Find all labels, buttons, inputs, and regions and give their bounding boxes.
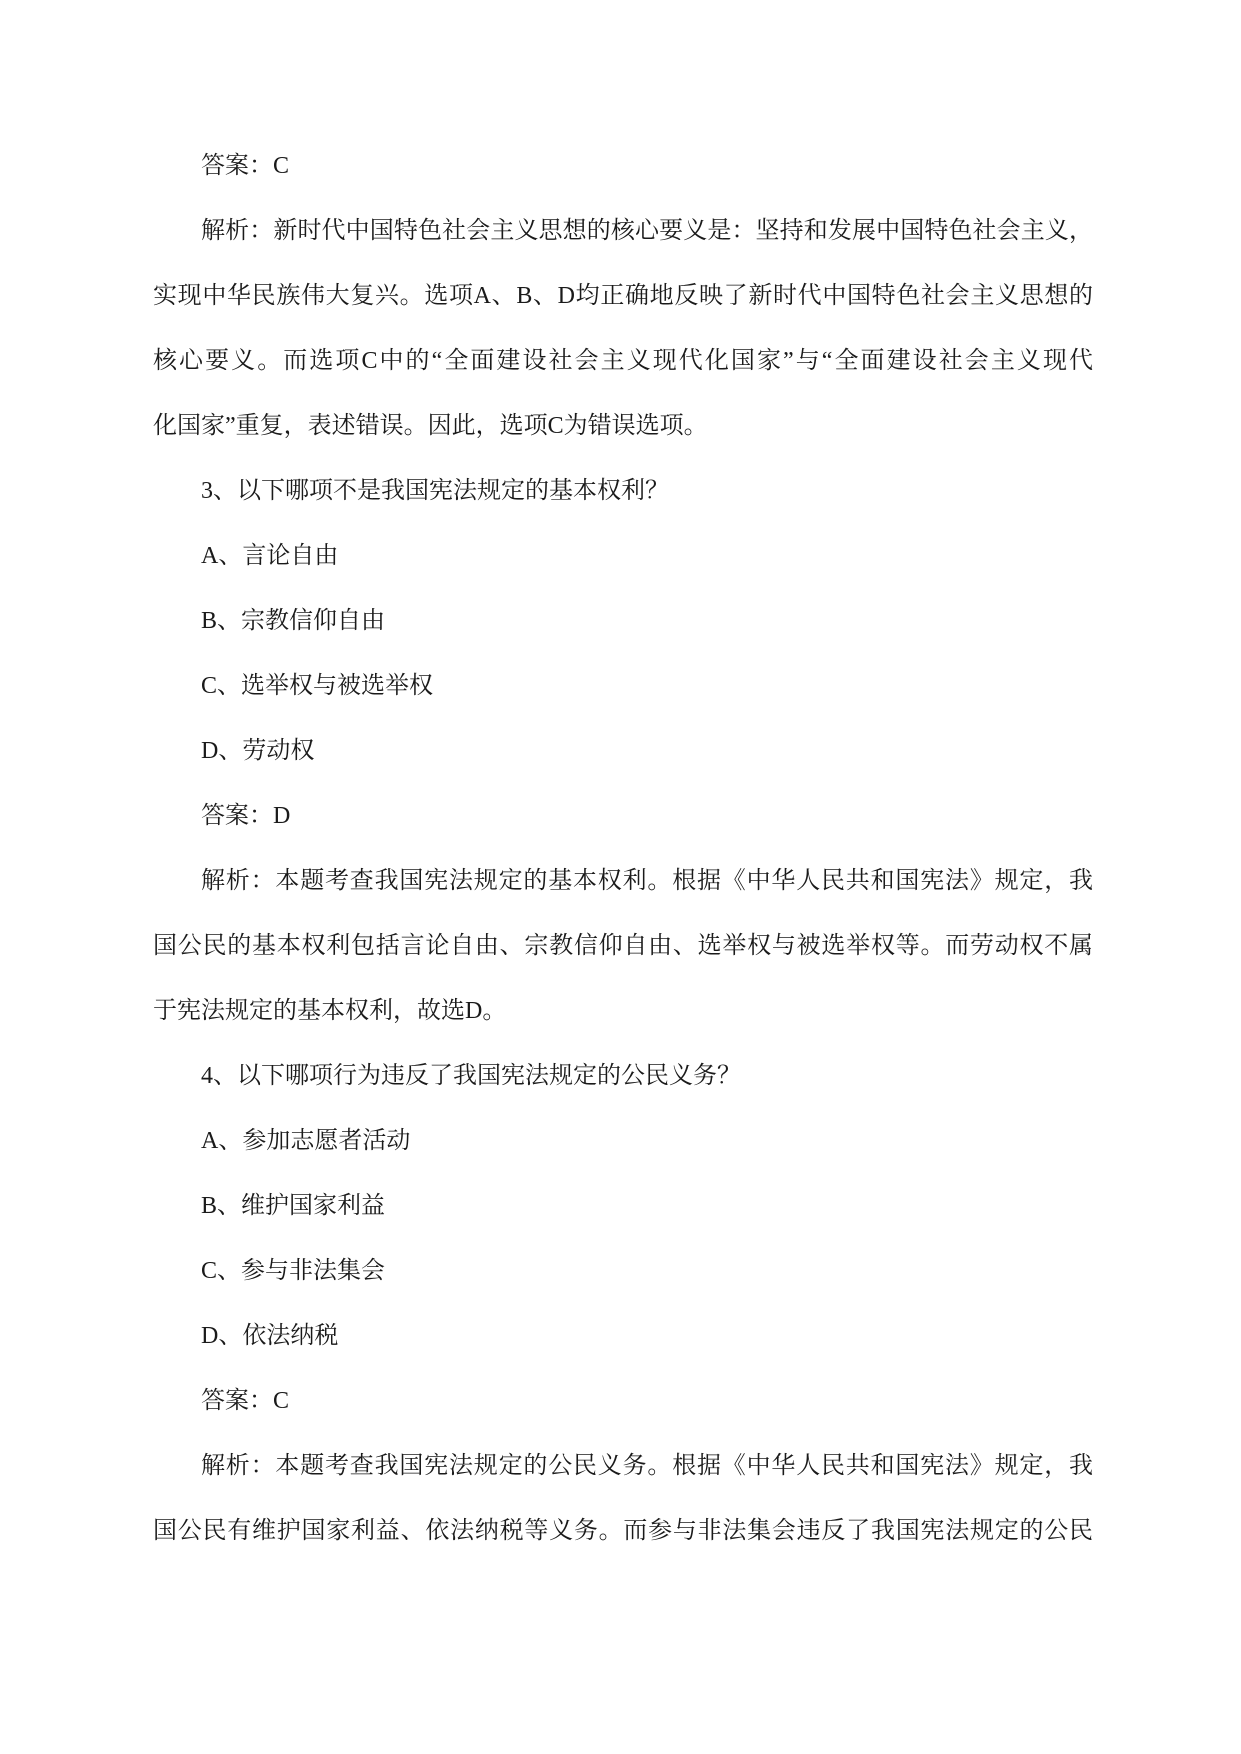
q3-option-b: B、宗教信仰自由 — [201, 608, 386, 634]
q4-analysis-line: 解析：本题考查我国宪法规定的公民义务。根据《中华人民共和国宪法》规定，我 — [201, 1453, 1093, 1479]
q3-option-d: D、劳动权 — [201, 738, 315, 764]
q4-question: 4、以下哪项行为违反了我国宪法规定的公民义务？ — [201, 1063, 741, 1089]
document-body — [153, 134, 1093, 1564]
q4-analysis-line: 国公民有维护国家利益、依法纳税等义务。而参与非法集会违反了我国宪法规定的公民 — [153, 1518, 1093, 1544]
q3-option-a: A、言论自由 — [201, 543, 339, 569]
question-3 — [153, 459, 1093, 1044]
q3-answer: 答案：D — [201, 803, 291, 829]
q3-analysis-line: 国公民的基本权利包括言论自由、宗教信仰自由、选举权与被选举权等。而劳动权不属 — [153, 933, 1093, 959]
q4-option-b: B、维护国家利益 — [201, 1193, 386, 1219]
q2-analysis-line: 实现中华民族伟大复兴。选项A、B、D均正确地反映了新时代中国特色社会主义思想的 — [153, 283, 1093, 309]
q2-analysis-line: 化国家”重复，表述错误。因此，选项C为错误选项。 — [153, 413, 708, 439]
q4-answer: 答案：C — [201, 1388, 290, 1414]
q3-analysis-line: 解析：本题考查我国宪法规定的基本权利。根据《中华人民共和国宪法》规定，我 — [201, 868, 1093, 894]
q2-analysis-line: 解析：新时代中国特色社会主义思想的核心要义是：坚持和发展中国特色社会主义， — [201, 218, 1093, 244]
q4-option-a: A、参加志愿者活动 — [201, 1128, 411, 1154]
q2-analysis-line: 核心要义。而选项C中的“全面建设社会主义现代化国家”与“全面建设社会主义现代 — [153, 348, 1093, 374]
q3-analysis-line: 于宪法规定的基本权利，故选D。 — [153, 998, 507, 1024]
question-2-tail — [153, 134, 1093, 459]
q3-question: 3、以下哪项不是我国宪法规定的基本权利？ — [201, 478, 669, 504]
q3-option-c: C、选举权与被选举权 — [201, 673, 434, 699]
q2-answer: 答案：C — [201, 153, 290, 179]
q4-option-d: D、依法纳税 — [201, 1323, 339, 1349]
question-4 — [153, 1044, 1093, 1564]
q4-option-c: C、参与非法集会 — [201, 1258, 386, 1284]
